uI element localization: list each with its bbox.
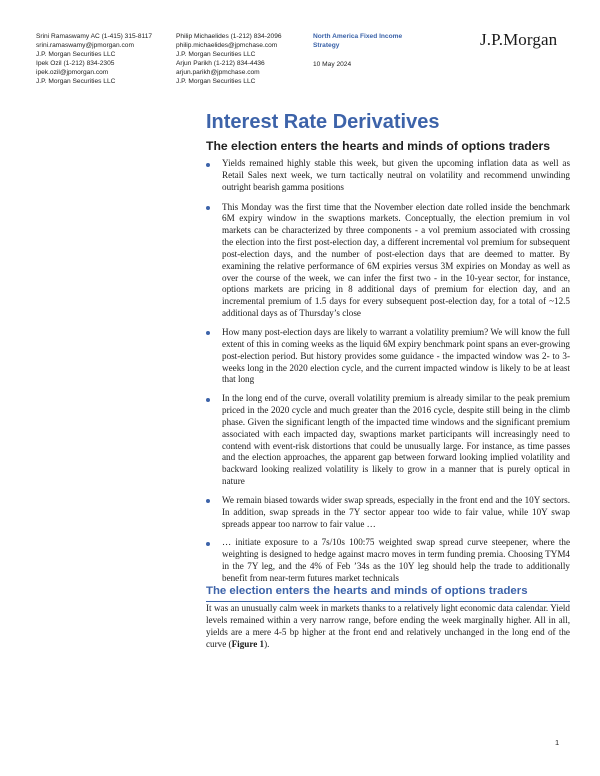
bullet-item xyxy=(206,158,570,194)
author-email[interactable]: arjun.parikh@jpmchase.com xyxy=(176,69,260,77)
jpmorgan-logo: J.P.Morgan xyxy=(480,30,558,49)
author-firm: J.P. Morgan Securities LLC xyxy=(176,78,256,86)
bullet-item xyxy=(206,393,570,488)
bullet-dot-icon xyxy=(206,542,210,546)
strategy-label-cont: Strategy xyxy=(313,42,340,50)
bullet-dot-icon xyxy=(206,499,210,503)
bullet-dot-icon xyxy=(206,206,210,210)
author-block-left xyxy=(36,32,152,87)
strategy-block xyxy=(313,32,402,69)
summary-bullets xyxy=(206,158,570,585)
page-title: Interest Rate Derivatives xyxy=(206,111,440,133)
author-firm: J.P. Morgan Securities LLC xyxy=(36,78,116,86)
bullet-item xyxy=(206,537,570,584)
bullet-dot-icon xyxy=(206,398,210,402)
bullet-text: … initiate exposure to a 7s/10s 100:75 weighted swap spread curve steepener, where the weighting is designed to hedge against macro moves in term funding premia. Choosing TYM4 in the 7Y leg, and the 4% of Feb ’34s as the 10Y leg should help the trade to additionally benefit from near-term futures market technicals xyxy=(222,537,570,583)
bullet-item xyxy=(206,202,570,320)
author-firm: J.P. Morgan Securities LLC xyxy=(176,51,256,59)
author-email[interactable]: ipek.ozil@jpmorgan.com xyxy=(36,69,109,77)
strategy-label: North America Fixed Income xyxy=(313,33,403,40)
bullet-text: How many post-election days are likely to warrant a volatility premium? We will know the full extent of this in coming weeks as the liquid 6M expiry benchmark point spans an ever-growing post-election period. But history provides some guidance - the impacted window was 2- to 3-weeks long in the 2020 election cycle, and the current impacted window is likely to be at least that long xyxy=(222,326,570,385)
paragraph-text: It was an unusually calm week in markets thanks to a relatively light economic data calendar. Yield levels remained within a very narrow range, before ending the week marginally higher. All in all, yields are a mere 4-5 bp higher at the front end and relatively unchanged in the long end of the curve ( xyxy=(206,603,570,649)
author-email[interactable]: srini.ramaswamy@jpmorgan.com xyxy=(36,42,134,50)
author-line: Ipek Ozil (1-212) 834-2305 xyxy=(36,60,115,68)
author-email[interactable]: philip.michaelides@jpmchase.com xyxy=(176,42,278,50)
bullet-dot-icon xyxy=(206,163,210,167)
figure-reference-link[interactable]: Figure 1 xyxy=(231,638,265,649)
author-block-middle xyxy=(176,32,282,87)
report-date: 10 May 2024 xyxy=(313,61,352,69)
bullet-text: This Monday was the first time that the November election date rolled inside the benchmark 6M expiry window in the swaptions markets. Conceptually, the election premium in vol markets can be characterized by three components - a vol premium associated with crossing the election into the first post-election day, a different incremental vol premium for subsequent post-election days, and the number of post-election days that are deemed to matter. By examining the relative performance of 6M expiries versus 3M expiries on Monday as well as over the course of the week, we can infer the first two - in the 10-year sector, for instance, options markets are pricing in 8 additional days of premium for election day, and an incremental premium of 1.5 days for every subsequent post-election day, for a total of ~12.5 additional days as of Thursday’s close xyxy=(222,201,570,319)
paragraph-text-end: ). xyxy=(264,638,270,649)
section-divider xyxy=(206,601,570,602)
bullet-text: Yields remained highly stable this week, but given the upcoming inflation data as well as Retail Sales next week, we turn tactically neutral on volatility and recommend unwinding outright bearish gamma positions xyxy=(222,158,570,192)
bullet-text: We remain biased towards wider swap spreads, especially in the front end and the 10Y sectors. In addition, swap spreads in the 7Y sector appear too wide to fair value, while 10Y swap spreads appear too narrow to fair value … xyxy=(222,494,570,529)
bullet-text: In the long end of the curve, overall volatility premium is already similar to the peak premium priced in the 2020 cycle and much greater than the 2016 cycle, despite still being in the climb phase. Given the significant length of the impacted time windows and the significant premium associated with each impacted day, swaptions market participants will increasingly need to contend with event-risk distortions that could be unusually large. For instance, as time passes and the election approaches, the apparent gap between forward looking implied volatility and backward looking realized volatility is likely to grow in a manner that is purely optical in nature xyxy=(222,393,570,487)
bullet-item xyxy=(206,327,570,386)
page-number: 1 xyxy=(555,738,560,747)
page-subtitle: The election enters the hearts and minds of options traders xyxy=(206,139,551,153)
section-paragraph xyxy=(206,603,570,650)
bullet-dot-icon xyxy=(206,331,210,335)
section-heading: The election enters the hearts and minds of options traders xyxy=(206,585,528,597)
author-firm: J.P. Morgan Securities LLC xyxy=(36,51,116,59)
author-line: Arjun Parikh (1-212) 834-4436 xyxy=(176,60,265,68)
author-line: Srini Ramaswamy AC (1-415) 315-8117 xyxy=(36,33,153,40)
author-line: Philip Michaelides (1-212) 834-2096 xyxy=(176,33,282,40)
bullet-item xyxy=(206,495,570,531)
